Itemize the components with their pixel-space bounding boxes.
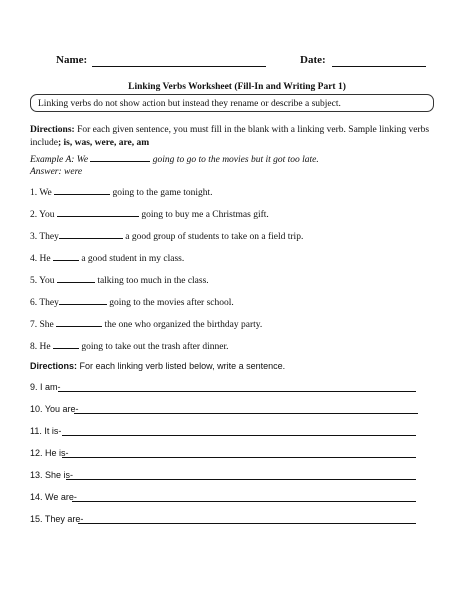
question-text-after: the one who organized the birthday party. bbox=[104, 320, 263, 330]
info-box: Linking verbs do not show action but instead they rename or describe a subject. bbox=[30, 94, 434, 112]
question-text-before: 4. He bbox=[30, 254, 51, 264]
directions-fill-in bbox=[30, 124, 442, 150]
name-blank[interactable] bbox=[92, 66, 266, 67]
example-blank bbox=[90, 153, 150, 162]
answer-blank[interactable] bbox=[54, 186, 110, 195]
writing-prompt-15: 15. They are- bbox=[30, 514, 84, 524]
writing-line-14[interactable] bbox=[72, 501, 416, 502]
writing-line-12[interactable] bbox=[62, 457, 416, 458]
writing-line-13[interactable] bbox=[66, 479, 416, 480]
writing-line-15[interactable] bbox=[78, 523, 416, 524]
directions-text: For each given sentence, you must fill in the blank with a linking verb. Sample linking verbs include bbox=[30, 125, 430, 148]
question-2 bbox=[30, 208, 269, 221]
directions-writing bbox=[30, 361, 285, 371]
directions-label: Directions: bbox=[30, 125, 75, 135]
example-suffix: going to go to the movies but it got too late. bbox=[152, 155, 319, 165]
answer-blank[interactable] bbox=[53, 252, 79, 261]
writing-prompt-9: 9. I am- bbox=[30, 382, 61, 392]
question-text-after: going to the game tonight. bbox=[112, 188, 213, 198]
question-text-before: 3. They bbox=[30, 232, 59, 242]
date-label: Date: bbox=[300, 54, 326, 66]
header-row bbox=[56, 54, 416, 70]
question-3 bbox=[30, 230, 303, 243]
writing-line-9[interactable] bbox=[58, 391, 416, 392]
name-label: Name: bbox=[56, 54, 88, 66]
question-text-before: 5. You bbox=[30, 276, 55, 286]
directions-label: Directions: bbox=[30, 361, 78, 371]
question-text-after: going to take out the trash after dinner. bbox=[81, 342, 229, 352]
question-4 bbox=[30, 252, 184, 265]
question-1 bbox=[30, 186, 213, 199]
date-blank[interactable] bbox=[332, 66, 426, 67]
writing-prompt-12: 12. He is- bbox=[30, 448, 69, 458]
answer-blank[interactable] bbox=[57, 208, 139, 217]
writing-prompt-10: 10. You are- bbox=[30, 404, 79, 414]
question-5 bbox=[30, 274, 209, 287]
question-text-after: going to the movies after school. bbox=[109, 298, 234, 308]
writing-prompt-13: 13. She is- bbox=[30, 470, 74, 480]
writing-prompt-11: 11. It is- bbox=[30, 426, 62, 436]
question-7 bbox=[30, 318, 262, 331]
question-text-before: 8. He bbox=[30, 342, 51, 352]
writing-line-11[interactable] bbox=[62, 435, 416, 436]
answer-blank[interactable] bbox=[59, 296, 107, 305]
answer-blank[interactable] bbox=[57, 274, 95, 283]
worksheet-title: Linking Verbs Worksheet (Fill-In and Writing Part 1) bbox=[128, 82, 346, 92]
question-text-after: a good student in my class. bbox=[81, 254, 185, 264]
question-text-after: talking too much in the class. bbox=[97, 276, 209, 286]
answer-blank[interactable] bbox=[53, 340, 79, 349]
question-text-before: 2. You bbox=[30, 210, 55, 220]
question-8 bbox=[30, 340, 229, 353]
question-text-before: 1. We bbox=[30, 188, 52, 198]
example-a bbox=[30, 153, 442, 178]
sample-verbs: ; is, was, were, are, am bbox=[57, 138, 150, 148]
example-answer: Answer: were bbox=[30, 167, 83, 177]
question-text-after: going to buy me a Christmas gift. bbox=[141, 210, 269, 220]
writing-prompt-14: 14. We are- bbox=[30, 492, 77, 502]
question-6 bbox=[30, 296, 234, 309]
answer-blank[interactable] bbox=[59, 230, 123, 239]
example-prefix: Example A: We bbox=[30, 155, 89, 165]
question-text-before: 7. She bbox=[30, 320, 54, 330]
writing-line-10[interactable] bbox=[74, 413, 418, 414]
answer-blank[interactable] bbox=[56, 318, 102, 327]
question-text-after: a good group of students to take on a field trip. bbox=[125, 232, 304, 242]
directions-text: For each linking verb listed below, write a sentence. bbox=[77, 361, 286, 371]
question-text-before: 6. They bbox=[30, 298, 59, 308]
